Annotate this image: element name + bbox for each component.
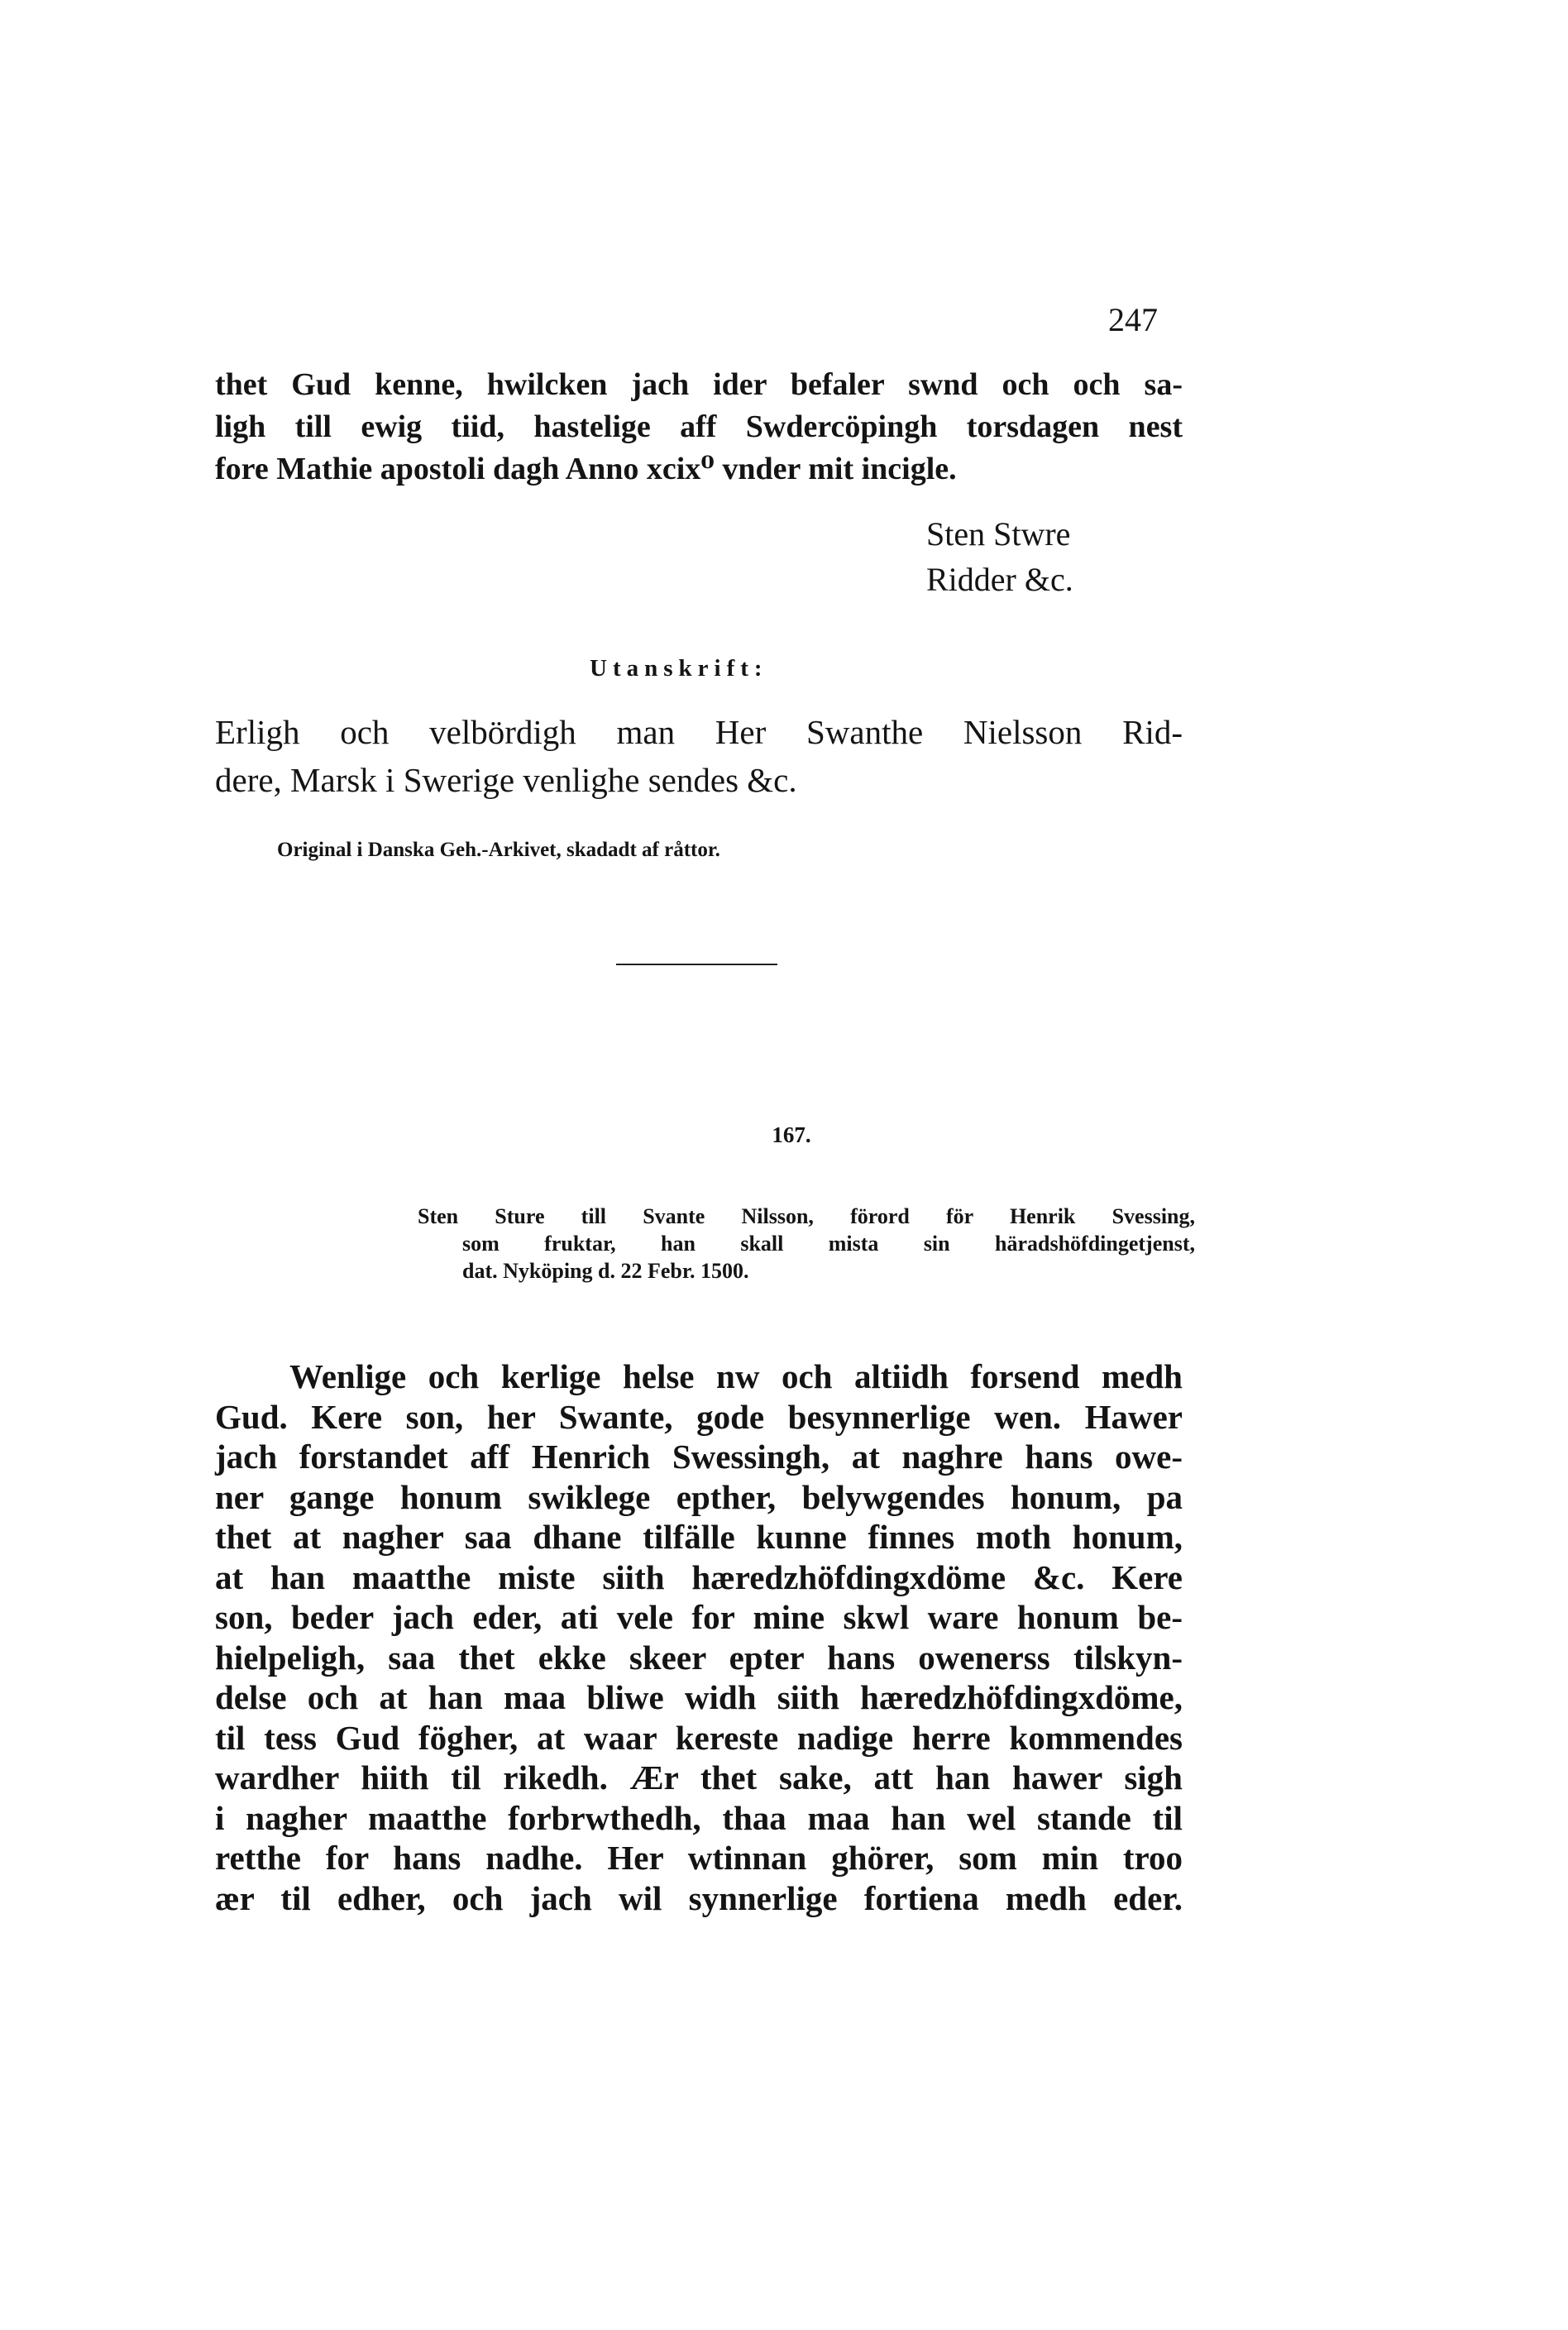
body-line: at han maatthe miste siith hæredzhöfdingxdöme &c. Kere [215,1557,1183,1596]
address-heading: Utanskrift: [590,655,768,682]
text-line: ligh till ewig tiid, hastelige aff Swdercöpingh torsdagen nest [215,409,1183,444]
body-line: thet at nagher saa dhane tilfälle kunne finnes moth honum, [215,1518,1183,1556]
address-text [215,708,1183,804]
letter-body [215,1356,1183,1918]
signature-name: Sten Stwre [926,515,1071,553]
signature-title: Ridder &c. [926,561,1073,598]
body-line: i nagher maatthe forbrwthedh, thaa maa han wel stande til [215,1798,1183,1837]
text-line: fore Mathie apostoli dagh Anno xcix⁰ vnder mit incigle. [215,452,957,486]
document-number: 167. [772,1122,811,1147]
body-line: til tess Gud fögher, at waar kereste nadige herre kommendes [215,1718,1183,1757]
body-line: ær til edher, och jach wil synnerlige fortiena medh eder. [215,1878,1183,1917]
text-line: Erligh och velbördigh man Her Swanthe Nielsson Rid- [215,713,1183,751]
source-note: Original i Danska Geh.-Arkivet, skadadt af råttor. [277,839,720,861]
body-line: retthe for hans nadhe. Her wtinnan ghörer, som min troo [215,1839,1183,1877]
page-number: 247 [1108,301,1158,338]
body-line: son, beder jach eder, ati vele for mine skwl ware honum be- [215,1598,1183,1636]
body-line: hielpeligh, saa thet ekke skeer epter hans owenerss tilskyn- [215,1638,1183,1677]
body-line: delse och at han maa bliwe widh siith hæredzhöfdingxdöme, [215,1678,1183,1716]
body-line: ner gange honum swiklege epther, belywgendes honum, pa [215,1477,1183,1516]
letter-closing-text [215,364,1183,490]
body-line: jach forstandet aff Henrich Swessingh, at naghre hans owe- [215,1438,1183,1476]
text-line: thet Gud kenne, hwilcken jach ider befaler swnd och och sa- [215,367,1183,402]
section-divider [616,964,777,965]
summary-line: Sten Sture till Svante Nilsson, förord för Henrik Svessing, [418,1204,1195,1228]
summary-line: som fruktar, han skall mista sin häradshöfdingetjenst, [462,1232,1195,1256]
body-line: Gud. Kere son, her Swante, gode besynnerlige wen. Hawer [215,1397,1183,1436]
signature [926,511,1073,602]
document-summary [418,1203,1195,1285]
summary-line: dat. Nyköping d. 22 Febr. 1500. [462,1259,749,1283]
body-line: Wenlige och kerlige helse nw och altiidh forsend medh [289,1357,1183,1395]
body-line: wardher hiith til rikedh. Ær thet sake, att han hawer sigh [215,1758,1183,1797]
text-line: dere, Marsk i Swerige venlighe sendes &c. [215,761,797,799]
